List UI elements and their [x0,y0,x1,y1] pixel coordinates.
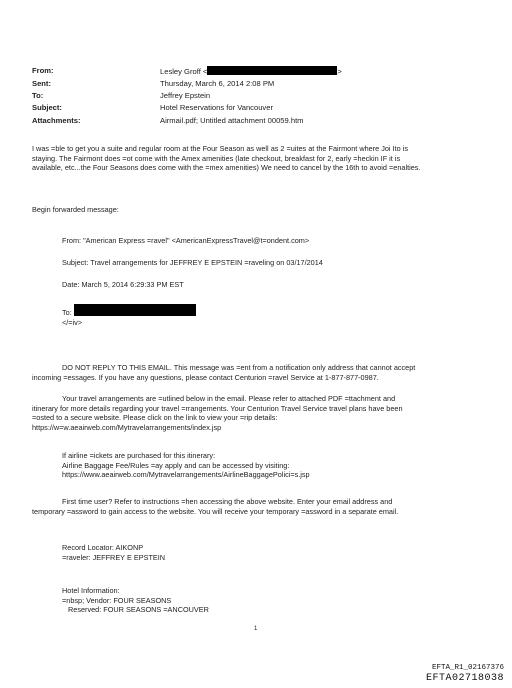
text-line: I was =ble to get you a suite and regular room at the Four Season as well as 2 =uites at the Fairmont where Joi Ito is [32,144,408,153]
text-line: =nbsp; Vendor: FOUR SEASONS [62,595,172,605]
notice-paragraph [32,363,415,382]
text-line: incoming =essages. If you have any questions, please contact Centurion =ravel Service at 1-877-877-0987. [32,372,379,382]
from-name: Lesley Groff < [160,67,208,76]
attachments-value: Airmail.pdf; Untitled attachment 00059.htm [160,116,304,125]
from-suffix: > [337,67,342,76]
page-number: 1 [254,626,258,632]
text-line: DO NOT REPLY TO THIS EMAIL. This message was =ent from a notification only address that cannot accept [62,363,416,372]
text-line: staying. The Fairmont does =ot come with the Amex amenities (late checkout, breakfast for 2, early =heckin IF it is [32,153,401,163]
fwd-subject: Subject: Travel arrangements for JEFFREY E EPSTEIN =raveling on 03/17/2014 [62,258,323,267]
fwd-to [62,304,196,318]
text-line: =osted to a secure website. Please click on the link to view your =rip details: [32,413,278,423]
text-line: Airline Baggage Fee/Rules =ay apply and can be accessed by visiting: [62,460,290,470]
text-line: Reserved: FOUR SEASONS =ANCOUVER [68,605,209,615]
text-line: temporary =assword to gain access to the website. You will receive your temporary =assword in a separate email. [32,506,399,516]
baggage-link[interactable]: https://www.aeairweb.com/Mytravelarrangements/AirlineBaggagePolici=s.jsp [62,470,310,480]
travel-paragraph [32,394,403,432]
text-line: Hotel Information: [62,586,120,595]
fwd-to-label: To: [62,308,72,317]
fwd-from: From: "American Express =ravel" <AmericanExpressTravel@t=ondent.com> [62,236,310,245]
from-value [160,66,342,76]
text-line: Your travel arrangements are =utlined below in the email. Please refer to attached PDF =ttachment and [62,394,396,403]
redaction-bar [207,66,337,75]
footer-id-2: EFTA02718038 [425,673,504,684]
hotel-block [62,586,209,615]
fwd-date: Date: March 5, 2014 6:29:33 PM EST [62,280,184,289]
to-value: Jeffrey Epstein [160,91,211,100]
text-line: If airline =ickets are purchased for this itinerary: [62,451,216,460]
sent-label: Sent: [32,79,51,88]
forwarded-label: Begin forwarded message: [32,205,119,214]
text-line: Record Locator: AIKONP [62,543,144,552]
travel-link[interactable]: https://w=w.aeairweb.com/Mytravelarrangements/index.jsp [32,422,222,432]
sent-value: Thursday, March 6, 2014 2:08 PM [160,79,275,88]
to-label: To: [32,91,44,100]
text-line: itinerary for more details regarding your travel =rrangements. Your Centurion Travel Service travel plans have been [32,403,403,413]
text-line: available, etc...the Four Seasons does come with the =mex amenities) We need to cancel by the 16th to avoid =enalties. [32,163,421,173]
fwd-div: </=iv> [62,318,83,327]
redaction-bar [74,304,196,316]
from-label: From: [32,66,54,75]
firsttime-paragraph [32,497,398,516]
intro-paragraph [32,144,420,173]
attachments-label: Attachments: [32,116,81,125]
subject-label: Subject: [32,103,62,112]
baggage-paragraph [62,451,310,480]
footer-id-1: EFTA_R1_02167376 [431,664,504,672]
subject-value: Hotel Reservations for Vancouver [160,103,273,112]
text-line: =raveler: JEFFREY E EPSTEIN [62,552,166,562]
text-line: First time user? Refer to instructions =hen accessing the above website. Enter your email address and [62,497,393,506]
locator-block [62,543,165,562]
